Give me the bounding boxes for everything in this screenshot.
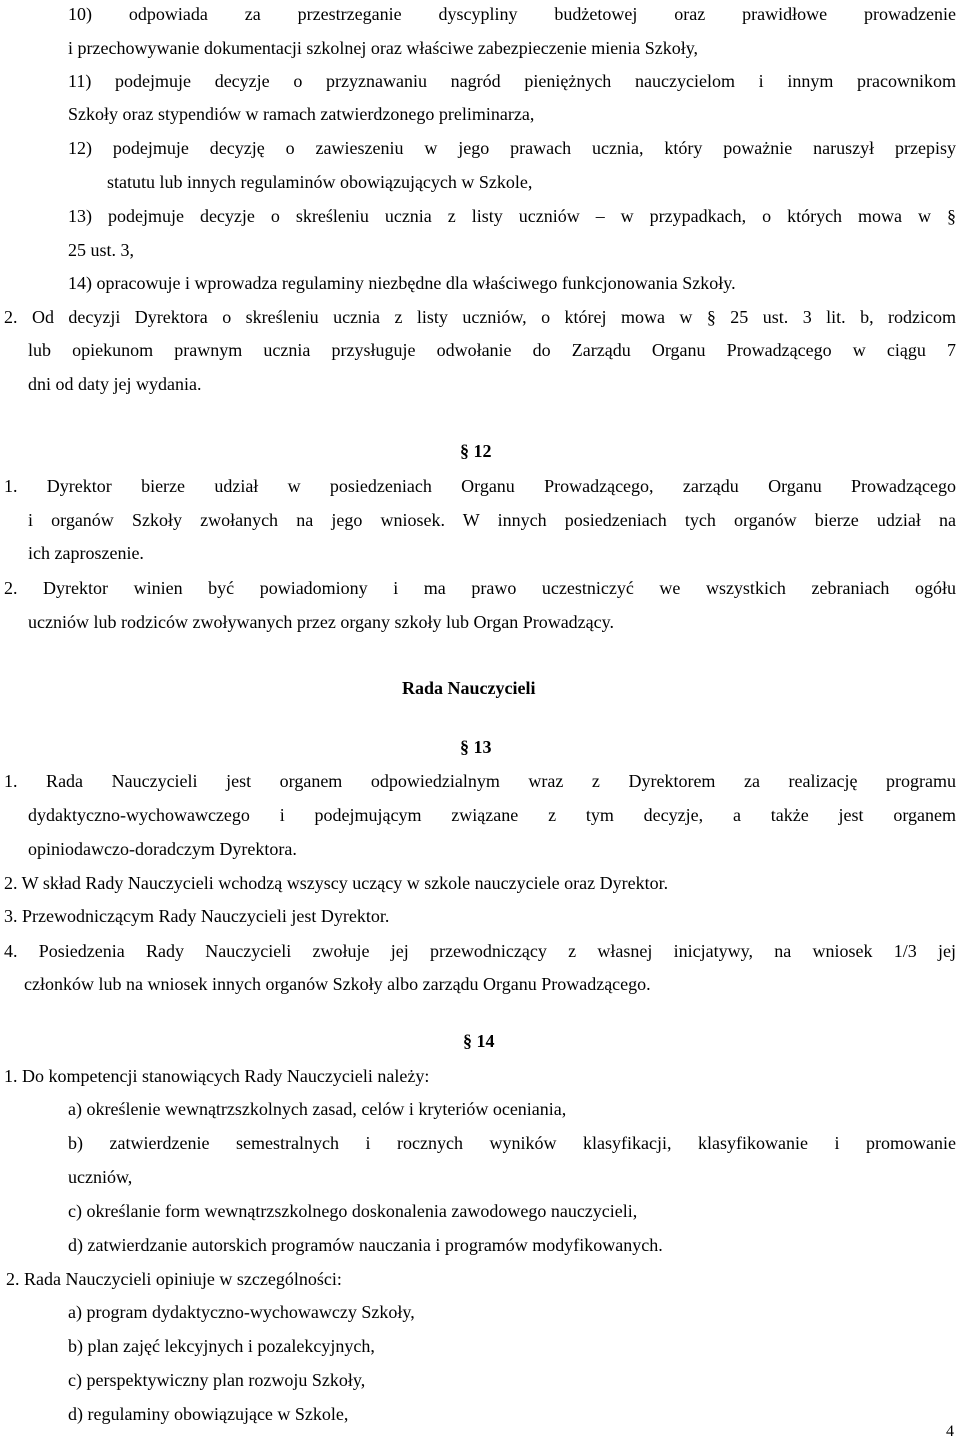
par14-item-d: d) zatwierdzanie autorskich programów nauczania i programów modyfikowanych. bbox=[68, 1235, 663, 1255]
item-14: 14) opracowuje i wprowadza regulaminy niezbędne dla właściwego funkcjonowania Szkoły. bbox=[68, 273, 736, 293]
item-10-line-2: i przechowywanie dokumentacji szkolnej oraz właściwe zabezpieczenie mienia Szkoły, bbox=[68, 38, 699, 58]
item-12-line-2: statutu lub innych regulaminów obowiązujących w Szkole, bbox=[107, 172, 533, 192]
chapter-title: Rada Nauczycieli bbox=[402, 678, 536, 698]
par14-point-1: 1. Do kompetencji stanowiących Rady Nauczycieli należy: bbox=[4, 1066, 430, 1086]
par14-opinion-d: d) regulaminy obowiązujące w Szkole, bbox=[68, 1404, 349, 1424]
point-2-line-2: lub opiekunom prawnym ucznia przysługuje odwołanie do Zarządu Organu Prowadzącego w ciągu 7 bbox=[28, 340, 956, 360]
par13-point-4-line-1: 4. Posiedzenia Rady Nauczycieli zwołuje jej przewodniczący z własnej inicjatywy, na wniosek 1/3 jej bbox=[4, 941, 956, 961]
par14-item-b-line-2: uczniów, bbox=[68, 1167, 133, 1187]
par13-point-4-line-2: członków lub na wniosek innych organów Szkoły albo zarządu Organu Prowadzącego. bbox=[24, 974, 651, 994]
par14-opinion-a: a) program dydaktyczno-wychowawczy Szkoły, bbox=[68, 1302, 415, 1322]
par13-point-1-line-2: dydaktyczno-wychowawczego i podejmującym związane z tym decyzje, a także jest organem bbox=[28, 805, 956, 825]
par12-point-1-line-3: ich zaproszenie. bbox=[28, 543, 144, 563]
item-13-line-1: 13) podejmuje decyzje o skreśleniu ucznia z listy uczniów – w przypadkach, o których mowa w § bbox=[68, 206, 956, 226]
par14-opinion-b: b) plan zajęć lekcyjnych i pozalekcyjnych, bbox=[68, 1336, 375, 1356]
page-number: 4 bbox=[946, 1423, 954, 1440]
par13-point-3: 3. Przewodniczącym Rady Nauczycieli jest Dyrektor. bbox=[4, 906, 390, 926]
par14-opinion-c: c) perspektywiczny plan rozwoju Szkoły, bbox=[68, 1370, 366, 1390]
item-12-line-1: 12) podejmuje decyzję o zawieszeniu w jego prawach ucznia, który poważnie naruszył przepisy bbox=[68, 138, 956, 158]
item-10-line-1: 10) odpowiada za przestrzeganie dyscypliny budżetowej oraz prawidłowe prowadzenie bbox=[68, 4, 956, 24]
section-heading-13: § 13 bbox=[460, 737, 492, 757]
par12-point-2-line-2: uczniów lub rodziców zwoływanych przez organy szkoły lub Organ Prowadzący. bbox=[28, 612, 614, 632]
section-heading-12: § 12 bbox=[460, 441, 492, 461]
par12-point-1-line-2: i organów Szkoły zwołanych na jego wniosek. W innych posiedzeniach tych organów bierze udział na bbox=[28, 510, 956, 530]
par13-point-1-line-3: opiniodawczo-doradczym Dyrektora. bbox=[28, 839, 297, 859]
par13-point-2: 2. W skład Rady Nauczycieli wchodzą wszyscy uczący w szkole nauczyciele oraz Dyrektor. bbox=[4, 873, 669, 893]
section-heading-14: § 14 bbox=[463, 1031, 495, 1051]
item-11-line-2: Szkoły oraz stypendiów w ramach zatwierdzonego preliminarza, bbox=[68, 104, 535, 124]
par12-point-1-line-1: 1. Dyrektor bierze udział w posiedzeniach Organu Prowadzącego, zarządu Organu Prowadzącego bbox=[4, 476, 956, 496]
par14-item-a: a) określenie wewnątrzszkolnych zasad, celów i kryteriów oceniania, bbox=[68, 1099, 567, 1119]
item-13-line-2: 25 ust. 3, bbox=[68, 240, 135, 260]
par12-point-2-line-1: 2. Dyrektor winien być powiadomiony i ma prawo uczestniczyć we wszystkich zebraniach ogółu bbox=[4, 578, 956, 598]
item-11-line-1: 11) podejmuje decyzje o przyznawaniu nagród pieniężnych nauczycielom i innym pracownikom bbox=[68, 71, 956, 91]
par14-item-c: c) określanie form wewnątrzszkolnego doskonalenia zawodowego nauczycieli, bbox=[68, 1201, 638, 1221]
par14-point-2: 2. Rada Nauczycieli opiniuje w szczególności: bbox=[6, 1269, 342, 1289]
point-2-line-3: dni od daty jej wydania. bbox=[28, 374, 202, 394]
par13-point-1-line-1: 1. Rada Nauczycieli jest organem odpowiedzialnym wraz z Dyrektorem za realizację programu bbox=[4, 771, 956, 791]
point-2-line-1: 2. Od decyzji Dyrektora o skreśleniu ucznia z listy uczniów, o której mowa w § 25 ust. 3 lit. b, rodzicom bbox=[4, 307, 956, 327]
par14-item-b-line-1: b) zatwierdzenie semestralnych i rocznych wyników klasyfikacji, klasyfikowanie i promowanie bbox=[68, 1133, 956, 1153]
